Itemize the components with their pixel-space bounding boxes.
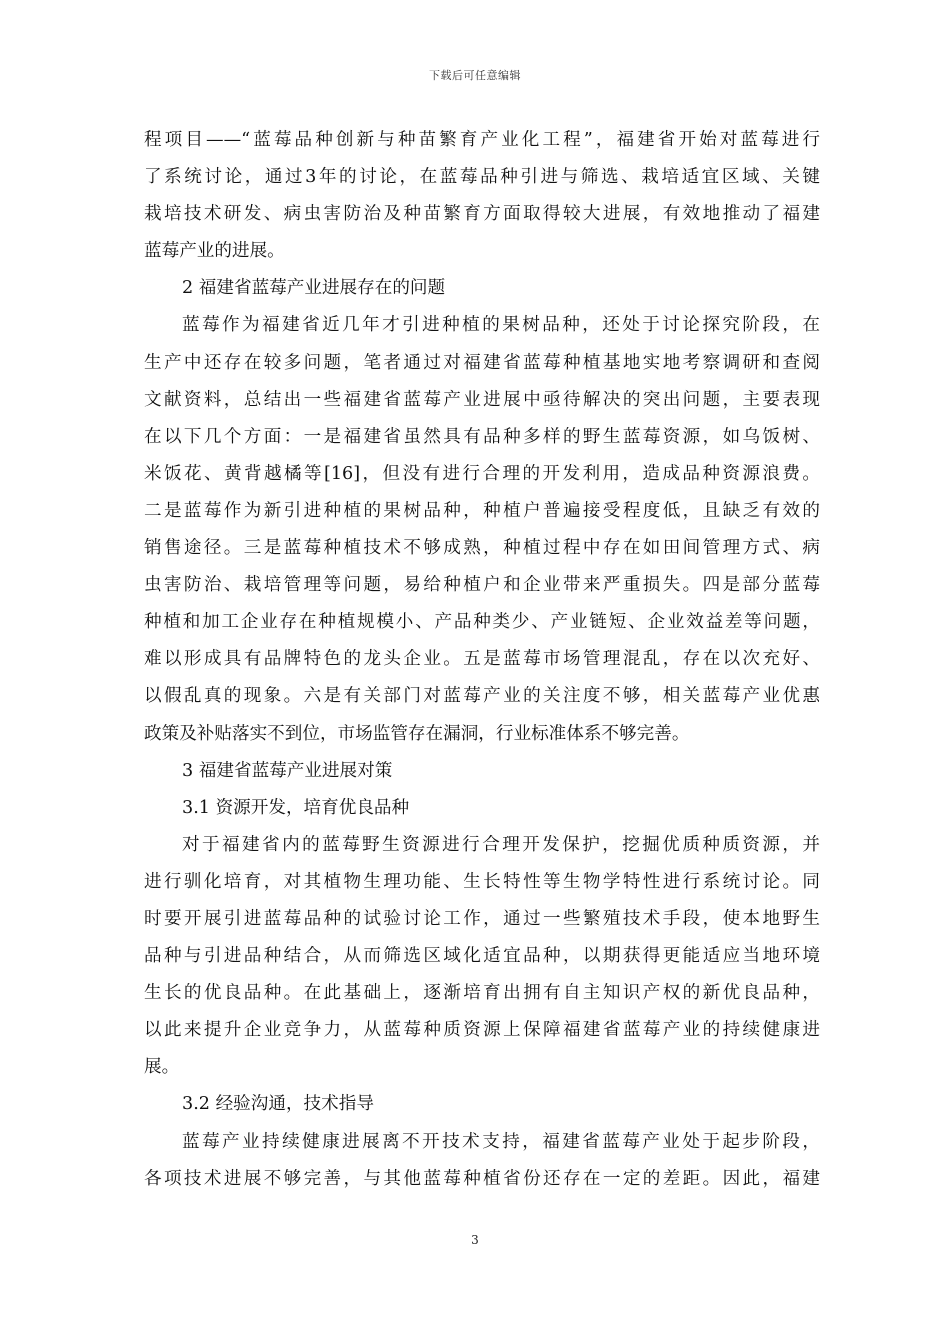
page-header: 下载后可任意编辑: [429, 69, 521, 82]
text-line: 以假乱真的现象。六是有关部门对蓝莓产业的关注度不够，相关蓝莓产业优惠: [144, 686, 820, 707]
text-line: 对于福建省内的蓝莓野生资源进行合理开发保护，挖掘优质种质资源，并: [182, 834, 820, 855]
text-line: 种植和加工企业存在种植规模小、产品种类少、产业链短、企业效益差等问题，: [144, 612, 820, 633]
text-line: 以此来提升企业竞争力，从蓝莓种质资源上保障福建省蓝莓产业的持续健康进: [144, 1020, 820, 1041]
text-line: 在以下几个方面：一是福建省虽然具有品种多样的野生蓝莓资源，如乌饭树、: [144, 426, 820, 447]
section-heading: 3 福建省蓝莓产业进展对策: [182, 760, 393, 781]
text-line: 蓝莓作为福建省近几年才引进种植的果树品种，还处于讨论探究阶段，在: [182, 315, 820, 336]
subsection-heading: 3.2 经验沟通，技术指导: [182, 1094, 374, 1115]
text-line: 了系统讨论，通过3年的讨论，在蓝莓品种引进与筛选、栽培适宜区域、关键: [144, 167, 820, 188]
text-line: 品种与引进品种结合，从而筛选区域化适宜品种，以期获得更能适应当地环境: [144, 946, 820, 967]
text-line: 栽培技术研发、病虫害防治及种苗繁育方面取得较大进展，有效地推动了福建: [144, 204, 820, 225]
text-line: 蓝莓产业持续健康进展离不开技术支持，福建省蓝莓产业处于起步阶段，: [182, 1131, 820, 1152]
text-line: 政策及补贴落实不到位，市场监管存在漏洞，行业标准体系不够完善。: [144, 723, 690, 744]
text-line: 各项技术进展不够完善，与其他蓝莓种植省份还存在一定的差距。因此，福建: [144, 1168, 820, 1189]
text-line: 二是蓝莓作为新引进种植的果树品种，种植户普遍接受程度低，且缺乏有效的: [144, 500, 820, 521]
text-line: 销售途径。三是蓝莓种植技术不够成熟，种植过程中存在如田间管理方式、病: [144, 538, 820, 559]
section-heading: 2 福建省蓝莓产业进展存在的问题: [182, 278, 446, 299]
text-line: 虫害防治、栽培管理等问题，易给种植户和企业带来严重损失。四是部分蓝莓: [144, 575, 820, 596]
body-text: [144, 122, 820, 1198]
text-line: 时要开展引进蓝莓品种的试验讨论工作，通过一些繁殖技术手段，使本地野生: [144, 908, 820, 929]
text-line: 米饭花、黄背越橘等[16]，但没有进行合理的开发利用，造成品种资源浪费。: [144, 463, 820, 484]
subsection-heading: 3.1 资源开发，培育优良品种: [182, 797, 410, 818]
text-line: 展。: [144, 1057, 180, 1078]
text-line: 生产中还存在较多问题，笔者通过对福建省蓝莓种植基地实地考察调研和查阅: [144, 352, 820, 373]
text-line: 蓝莓产业的进展。: [144, 241, 285, 262]
text-line: 生长的优良品种。在此基础上，逐渐培育出拥有自主知识产权的新优良品种，: [144, 983, 820, 1004]
text-line: 难以形成具有品牌特色的龙头企业。五是蓝莓市场管理混乱，存在以次充好、: [144, 649, 820, 670]
text-line: 文献资料，总结出一些福建省蓝莓产业进展中亟待解决的突出问题，主要表现: [144, 389, 820, 410]
page-number: 3: [471, 1233, 479, 1247]
text-line: 进行驯化培育，对其植物生理功能、生长特性等生物学特性进行系统讨论。同: [144, 871, 820, 892]
text-line: 程项目——“蓝莓品种创新与种苗繁育产业化工程”，福建省开始对蓝莓进行: [144, 130, 820, 150]
